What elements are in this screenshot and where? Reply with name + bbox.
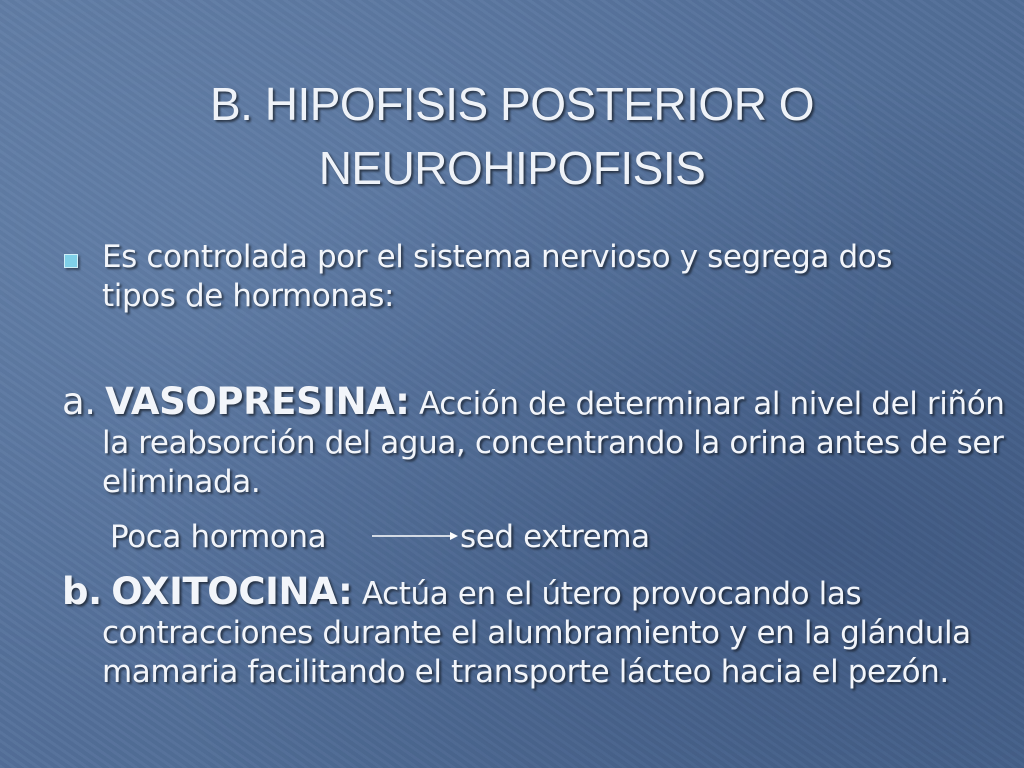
paragraph-oxitocina	[62, 572, 1024, 692]
item-a-text: Acción de determinar al nivel del riñón la reabsorción del agua, concentrando la orina antes de ser eliminada.	[102, 386, 1005, 500]
relation-left: Poca hormona	[110, 519, 327, 555]
relation-right: sed extrema	[460, 519, 650, 555]
item-a-heading: VASOPRESINA:	[105, 380, 410, 423]
bullet-text: Es controlada por el sistema nervioso y segrega dos tipos de hormonas:	[102, 239, 893, 314]
item-b-text: Actúa en el útero provocando las contracciones durante el alumbramiento y en la glándula mamaria facilitando el transporte lácteo hacia el pezón.	[102, 576, 971, 690]
square-bullet-icon	[64, 254, 78, 268]
item-b-heading: OXITOCINA:	[111, 570, 353, 613]
right-arrow-icon	[372, 531, 458, 541]
title-line-1: B. HIPOFISIS POSTERIOR O	[210, 78, 814, 130]
bullet-item	[62, 238, 962, 316]
paragraph-vasopresina	[62, 382, 1024, 502]
item-b-letter: b.	[62, 570, 102, 613]
item-a-letter: a.	[62, 380, 96, 423]
slide-title	[0, 72, 1024, 200]
title-line-2: NEUROHIPOFISIS	[318, 142, 706, 194]
